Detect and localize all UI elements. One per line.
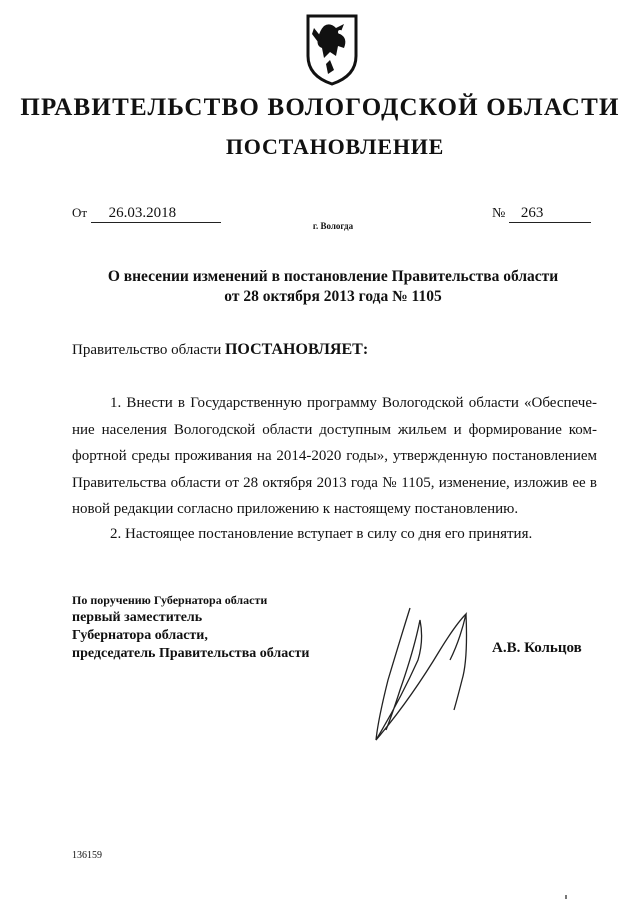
intro-verb: ПОСТАНОВЛЯЕТ: <box>224 341 369 358</box>
handwritten-signature-icon <box>370 600 490 750</box>
subject-line-1: О внесении изменений в постановление Правительства области <box>107 268 559 285</box>
signatory-line-3: Губернатора области, <box>72 628 208 643</box>
signatory-line-2: первый заместитель <box>72 610 203 625</box>
number-prefix: № <box>492 206 506 221</box>
scan-mark <box>565 895 567 899</box>
document-subject <box>70 267 596 307</box>
coat-of-arms-icon <box>300 12 364 86</box>
intro-text: Правительство области <box>72 342 225 358</box>
document-type: ПОСТАНОВЛЕНИЕ <box>225 134 445 159</box>
paragraph-1: 1. Внести в Государственную программу Вологодской области «Обеспече-ние населения Вологодской области доступным жильем и формирование ком-фортной среды проживания на 2014-2020 годы», утвержденную постановлением Правительства области от 28 октября 2013 года № 1105, изменение, изложив ее в новой редакции согласно приложению к настоящему постановлению. <box>72 395 597 517</box>
signatory-line-4: председатель Правительства области <box>72 646 310 661</box>
signatory-name: А.В. Кольцов <box>492 640 582 656</box>
signatory-title <box>72 591 309 663</box>
document-code: 136159 <box>72 850 102 861</box>
paragraph-2: 2. Настоящее постановление вступает в силу со дня его принятия. <box>110 526 533 542</box>
date-prefix: От <box>72 205 88 220</box>
subject-line-2: от 28 октября 2013 года № 1105 <box>224 288 442 305</box>
date-value: 26.03.2018 <box>91 205 221 223</box>
organization-title: ПРАВИТЕЛЬСТВО ВОЛОГОДСКОЙ ОБЛАСТИ <box>20 94 620 121</box>
city: г. Вологда <box>312 221 354 231</box>
resolution-intro <box>72 341 368 359</box>
signatory-line-1: По поручению Губернатора области <box>72 593 268 607</box>
number-value: 263 <box>509 205 591 223</box>
